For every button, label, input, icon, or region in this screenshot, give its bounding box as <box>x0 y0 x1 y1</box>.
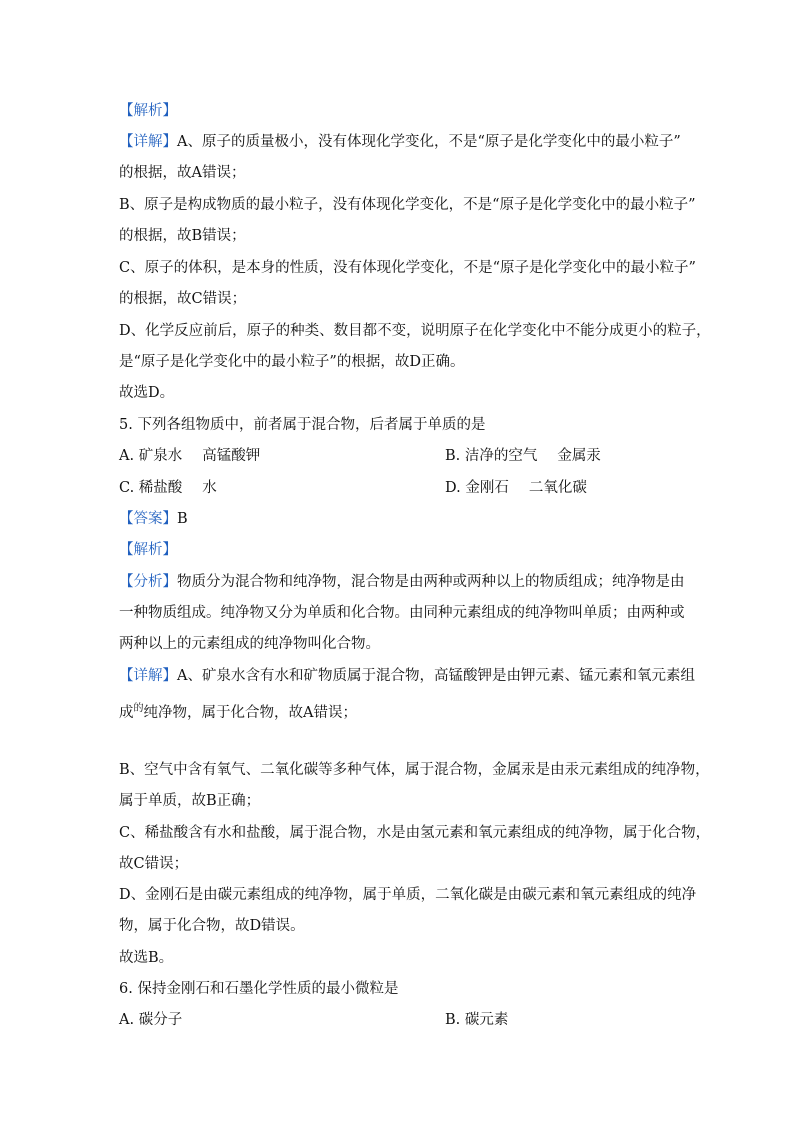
option-label: B. <box>445 1012 461 1028</box>
option-label: B. <box>445 448 461 464</box>
q5-option-a <box>119 446 260 466</box>
option-label: A. <box>119 1012 135 1028</box>
a2-sup: 的 <box>133 703 144 714</box>
q5-detail-c-line2: 故C错误； <box>119 856 189 872</box>
q4-detail-c-line2: 的根据，故C错误； <box>119 291 247 307</box>
q4-detail-a-line1 <box>119 132 681 152</box>
answer-tag: 【答案】 <box>119 511 177 527</box>
q5-stem: 5. 下列各组物质中，前者属于混合物，后者属于单质的是 <box>119 417 486 433</box>
a2-post: 纯净物，属于化合物，故A错误； <box>143 705 357 721</box>
option-label: C. <box>119 480 135 496</box>
option-first: 金刚石 <box>465 480 509 496</box>
q5-choose: 故选B。 <box>119 950 174 966</box>
q6-stem: 6. 保持金刚石和石墨化学性质的最小微粒是 <box>119 981 399 997</box>
option-first: 矿泉水 <box>138 448 183 464</box>
q5-detail-a-line2 <box>119 699 357 719</box>
xiangjie-tag: 【详解】 <box>119 134 177 150</box>
option-second: 金属汞 <box>557 448 601 464</box>
option-text: 碳元素 <box>464 1012 509 1028</box>
jiexi-heading: 【解析】 <box>119 103 177 119</box>
q5-option-d <box>445 478 587 498</box>
fenxi-tag: 【分析】 <box>119 574 177 590</box>
q4-detail-c-line1: C、原子的体积，是本身的性质，没有体现化学变化，不是“原子是化学变化中的最小粒子” <box>119 260 696 276</box>
a2-pre: 成 <box>119 705 134 721</box>
q6-option-b <box>445 1010 508 1030</box>
q4-detail-a-line2: 的根据，故A错误； <box>119 165 246 181</box>
q5-jiexi-heading: 【解析】 <box>119 542 177 558</box>
option-text: 碳分子 <box>138 1012 183 1028</box>
q4-detail-b-line1: B、原子是构成物质的最小粒子，没有体现化学变化，不是“原子是化学变化中的最小粒子” <box>119 197 696 213</box>
q4-detail-d-line1: D、化学反应前后，原子的种类、数目都不变，说明原子在化学变化中不能分成更小的粒子， <box>119 323 711 339</box>
q5-detail-b-line2: 属于单质，故B正确； <box>119 793 261 809</box>
q5-fenxi-line2: 一种物质组成。纯净物又分为单质和化合物。由同种元素组成的纯净物叫单质；由两种或 <box>119 605 685 621</box>
q5-detail-d-line2: 物，属于化合物，故D错误。 <box>119 918 305 934</box>
q5-answer <box>119 509 188 529</box>
option-label: A. <box>119 448 135 464</box>
option-first: 稀盐酸 <box>138 480 183 496</box>
q5-option-b <box>445 446 601 466</box>
q4-a-text: A、原子的质量极小，没有体现化学变化，不是“原子是化学变化中的最小粒子” <box>177 134 681 150</box>
option-second: 水 <box>202 480 217 496</box>
answer-value: B <box>177 511 188 527</box>
q5-detail-b-line1: B、空气中含有氧气、二氧化碳等多种气体，属于混合物，金属汞是由汞元素组成的纯净物， <box>119 762 710 778</box>
q5-detail-a-line1 <box>119 666 695 686</box>
option-label: D. <box>445 480 461 496</box>
option-first: 洁净的空气 <box>464 448 538 464</box>
option-second: 高锰酸钾 <box>202 448 261 464</box>
xiangjie-tag: 【详解】 <box>119 668 177 684</box>
q5-fenxi-line1 <box>119 572 685 592</box>
option-second: 二氧化碳 <box>528 480 587 496</box>
q4-detail-d-line2: 是“原子是化学变化中的最小粒子”的根据，故D正确。 <box>119 354 465 370</box>
q5-fenxi-line3: 两种以上的元素组成的纯净物叫化合物。 <box>119 636 380 652</box>
q5-detail-d-line1: D、金刚石是由碳元素组成的纯净物，属于单质，二氧化碳是由碳元素和氧元素组成的纯净 <box>119 887 697 903</box>
q6-option-a <box>119 1010 182 1030</box>
q5-detail-c-line1: C、稀盐酸含有水和盐酸，属于混合物，水是由氢元素和氧元素组成的纯净物，属于化合物， <box>119 825 711 841</box>
q4-detail-b-line2: 的根据，故B错误； <box>119 228 246 244</box>
q4-choose: 故选D。 <box>119 385 175 401</box>
fenxi-text: 物质分为混合物和纯净物，混合物是由两种或两种以上的物质组成；纯净物是由 <box>177 574 685 590</box>
detail-a-text: A、矿泉水含有水和矿物质属于混合物，高锰酸钾是由钾元素、锰元素和氧元素组 <box>177 668 695 684</box>
q5-option-c <box>119 478 217 498</box>
